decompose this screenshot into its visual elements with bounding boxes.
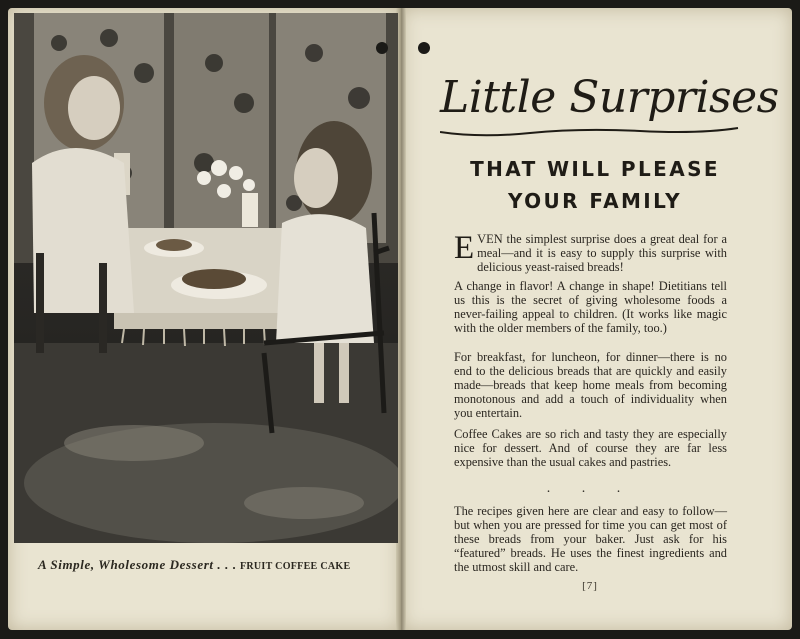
caption-italic: A Simple, Wholesome Dessert . . . — [38, 557, 237, 572]
separator-dots: . . . — [546, 481, 635, 496]
title-flourish — [440, 124, 740, 138]
punch-hole — [376, 42, 388, 54]
punch-hole — [418, 42, 430, 54]
caption-caps: FRUIT COFFEE CAKE — [239, 561, 351, 572]
photo-caption — [38, 557, 388, 573]
page-number: [7] — [582, 580, 598, 592]
paragraph-flavor: A change in flavor! A change in shape! Dietitians tell us this is the secret of giving wholesome foods a never-failing appeal to children. (It works like magic with the older members of the family, too.) — [454, 279, 727, 336]
headline-line1: THAT WILL PLEASE — [470, 157, 720, 181]
paragraph-text: VEN the simplest surprise does a great deal for a meal—and it is easy to supply this surprise with delicious yeast-raised breads! — [477, 232, 727, 275]
paragraph-meals: For breakfast, for luncheon, for dinner—there is no end to the delicious breads that are quickly and easily made—breads that keep home meals from becoming monotonous and add a touch of individuality when you entertain. — [454, 350, 727, 421]
paragraph-intro — [454, 232, 727, 274]
page-title: Little Surprises — [440, 72, 779, 123]
paragraph-recipes: The recipes given here are clear and easy to follow—but when you are pressed for time you can get most of these breads from your baker. Just ask for his “featured” breads. He uses the finest ingredients and the utmost skill and care. — [454, 504, 727, 575]
headline-line2: YOUR FAMILY — [507, 189, 683, 213]
photograph — [14, 13, 398, 543]
drop-cap: E — [454, 230, 475, 266]
paragraph-coffee-cakes: Coffee Cakes are so rich and tasty they are especially nice for dessert. And of course they are far less expensive than the usual cakes and pastries. — [454, 427, 727, 470]
